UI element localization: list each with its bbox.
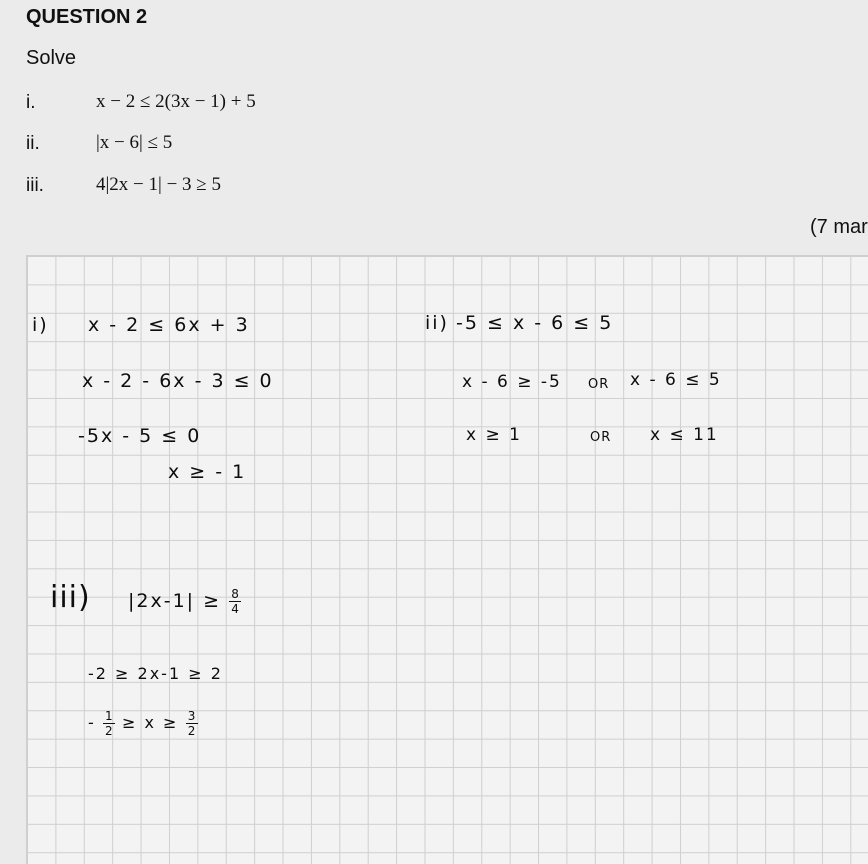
part-expression: x − 2 ≤ 2(3x − 1) + 5: [96, 91, 256, 112]
work-part3-line3: [88, 710, 198, 737]
fraction-denominator: 4: [231, 602, 239, 616]
work-part1-line1: x - 2 ≤ 6x + 3: [88, 314, 250, 336]
line1-lhs: |2x-1| ≥: [128, 590, 222, 612]
fraction-numerator: 8: [231, 587, 239, 601]
work-part2-line3-or: OR: [590, 430, 612, 445]
part-number: ii.: [26, 133, 40, 154]
fraction-8-over-4: [229, 588, 241, 615]
work-part3-label: iii): [50, 580, 91, 615]
fraction-numerator: 3: [187, 709, 196, 723]
marks-label: (7 mar: [810, 216, 868, 238]
work-part1-line3: -5x - 5 ≤ 0: [78, 425, 202, 447]
work-part3-line1: [128, 588, 241, 615]
fraction-numerator: 1: [105, 709, 113, 723]
part-number: iii.: [26, 175, 44, 196]
fraction-denominator: 2: [187, 724, 196, 738]
work-part2-line3-left: x ≥ 1: [466, 425, 522, 445]
part-number: i.: [26, 92, 36, 113]
part-expression: 4|2x − 1| − 3 ≥ 5: [96, 174, 221, 195]
work-part1-line2: x - 2 - 6x - 3 ≤ 0: [82, 370, 274, 392]
fraction-3-over-2: [186, 710, 198, 737]
line3-middle: ≥ x ≥: [121, 713, 179, 732]
fraction-1-over-2: [103, 710, 115, 737]
work-part2-line2-left: x - 6 ≥ -5: [462, 372, 562, 392]
work-part3-line2: -2 ≥ 2x-1 ≥ 2: [88, 664, 223, 683]
work-part2-line2-right: x - 6 ≤ 5: [630, 370, 722, 390]
part-expression: |x − 6| ≤ 5: [96, 132, 173, 153]
work-part2-line2-or: OR: [588, 377, 610, 392]
work-part2-line3-right: x ≤ 11: [650, 425, 719, 445]
work-part1-line4: x ≥ - 1: [168, 461, 247, 483]
fraction-denominator: 2: [105, 724, 113, 738]
work-part2-line1: -5 ≤ x - 6 ≤ 5: [456, 312, 614, 334]
answer-grid[interactable]: [26, 255, 868, 864]
work-part2-label: ii): [425, 312, 449, 334]
question-title: QUESTION 2: [26, 6, 148, 28]
minus-sign: -: [88, 713, 96, 732]
instruction-text: Solve: [26, 47, 77, 69]
work-part1-label: i): [32, 314, 49, 336]
